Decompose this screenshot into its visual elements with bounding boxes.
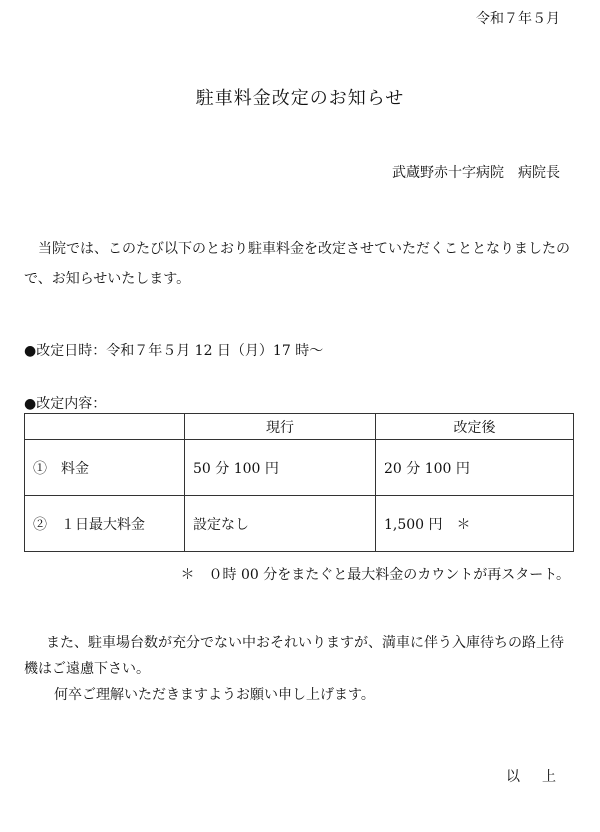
table-row: [25, 440, 574, 496]
intro-text-1: 当院では、このたび以下のとおり駐車料金を改定させていただくこととなり: [38, 241, 514, 257]
end-mark: 以 上: [506, 769, 560, 785]
issuer-name: 武蔵野赤十字病院 病院長: [392, 165, 560, 181]
row-current-value: 50 分 100 円: [185, 440, 376, 496]
document-title: 駐車料金改定のお知らせ: [195, 88, 405, 109]
table-header-current: 現行: [185, 414, 376, 440]
closing-paragraph: [24, 630, 572, 708]
row-current-value: 設定なし: [185, 496, 376, 552]
row-item: ① 料金: [25, 440, 185, 496]
row-revised-value: 20 分 100 円: [376, 440, 574, 496]
intro-text-2: ましたので、お知らせいたします。: [24, 241, 570, 287]
row-revised-value: 1,500 円 ＊: [376, 496, 574, 552]
intro-line: [24, 234, 572, 294]
table-header-empty: [25, 414, 185, 440]
closing-text-2: 路上待機はご遠慮下さい。: [24, 635, 564, 677]
closing-line: [24, 630, 572, 682]
table-header-revised: 改定後: [376, 414, 574, 440]
row-item: ② １日最大料金: [25, 496, 185, 552]
document-date: 令和７年５月: [476, 11, 560, 27]
table-row: [25, 496, 574, 552]
intro-paragraph: [24, 234, 572, 294]
revision-datetime: ●改定日時：令和７年５月 12 日（月）17 時〜: [24, 343, 324, 359]
table-header-row: [25, 414, 574, 440]
closing-text-1: また、駐車場台数が充分でない中おそれいりますが、満車に伴う入庫待ちの: [46, 635, 522, 651]
revision-content-label: ●改定内容：: [24, 396, 107, 412]
closing-line-3: 何卒ご理解いただきますようお願い申し上げます。: [54, 687, 375, 703]
fee-table: [24, 413, 574, 552]
table-footnote: ＊ ０時 00 分をまたぐと最大料金のカウントが再スタート。: [180, 567, 570, 583]
